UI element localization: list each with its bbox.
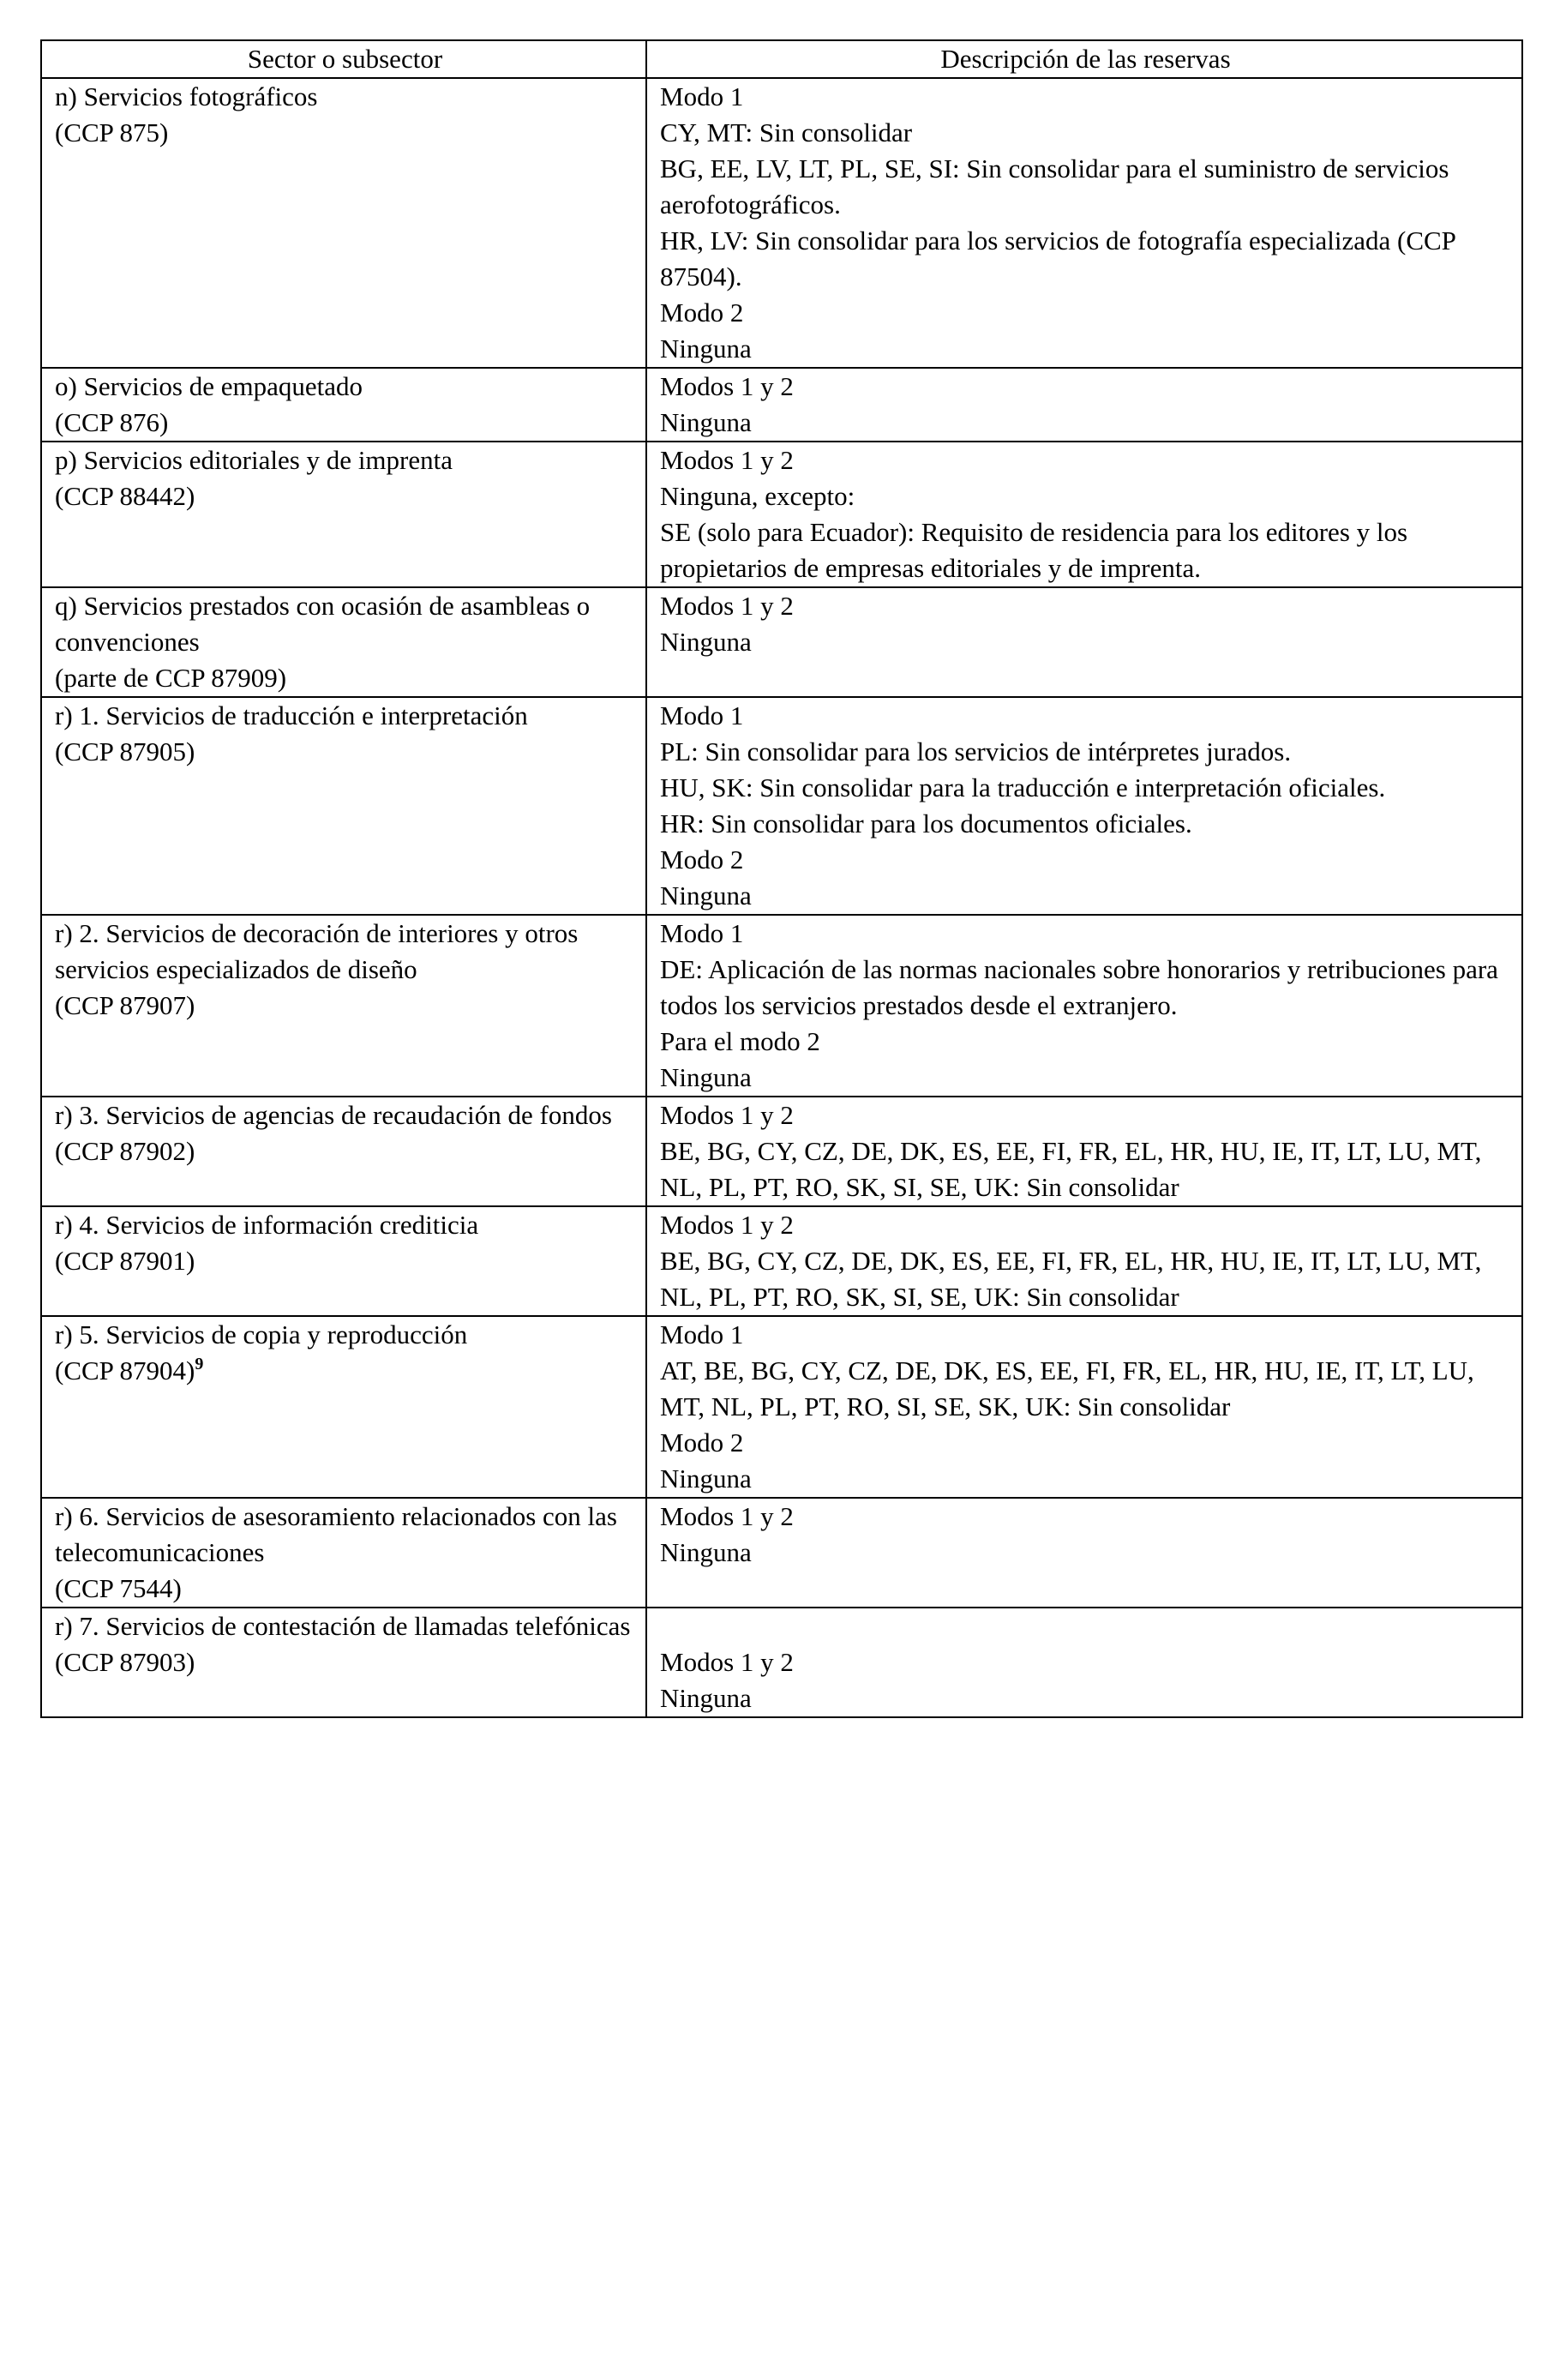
reservas-cell xyxy=(646,1097,1522,1206)
reserva-line: PL: Sin consolidar para los servicios de intérpretes jurados. xyxy=(660,736,1292,766)
sector-text: r) 2. Servicios de decoración de interiores y otros servicios especializados de diseño xyxy=(55,918,579,984)
sector-text: (CCP 87905) xyxy=(55,736,195,766)
reserva-line: Modo 2 xyxy=(660,1427,744,1457)
sector-line xyxy=(55,1644,635,1680)
reserva-line: BG, EE, LV, LT, PL, SE, SI: Sin consolidar para el suministro de servicios aerofotográficos. xyxy=(660,153,1449,219)
sector-text: q) Servicios prestados con ocasión de asambleas o convenciones xyxy=(55,591,591,657)
reservas-cell xyxy=(646,1608,1522,1717)
reserva-line: Modos 1 y 2 xyxy=(660,591,794,621)
header-sector: Sector o subsector xyxy=(41,40,646,78)
sector-line xyxy=(55,1207,635,1243)
sector-text: (CCP 88442) xyxy=(55,481,195,511)
sector-line xyxy=(55,916,635,988)
table-row xyxy=(41,587,1522,697)
reserva-line: DE: Aplicación de las normas nacionales sobre honorarios y retribuciones para todos los servicios prestados desde el extranjero. xyxy=(660,954,1498,1020)
sector-line xyxy=(55,405,635,441)
reserva-line: Ninguna xyxy=(660,407,752,437)
sector-cell xyxy=(41,442,646,587)
reserva-line: BE, BG, CY, CZ, DE, DK, ES, EE, FI, FR, EL, HR, HU, IE, IT, LT, LU, MT, NL, PL, PT, RO, SK, SI, SE, UK: Sin consolidar xyxy=(660,1136,1482,1202)
sector-line xyxy=(55,734,635,770)
sector-text: (CCP 87902) xyxy=(55,1136,195,1166)
reservas-cell xyxy=(646,587,1522,697)
sector-cell xyxy=(41,1498,646,1608)
sector-cell xyxy=(41,1316,646,1498)
sector-cell xyxy=(41,368,646,442)
sector-cell xyxy=(41,697,646,915)
reserva-line: HR: Sin consolidar para los documentos oficiales. xyxy=(660,808,1192,838)
sector-text: r) 6. Servicios de asesoramiento relacionados con las telecomunicaciones xyxy=(55,1501,617,1567)
sector-line xyxy=(55,369,635,405)
table-row xyxy=(41,442,1522,587)
sector-line xyxy=(55,442,635,478)
reserva-line: Ninguna, excepto: xyxy=(660,481,855,511)
sector-line xyxy=(55,478,635,514)
reservas-cell xyxy=(646,697,1522,915)
reservas-cell xyxy=(646,915,1522,1097)
table-row xyxy=(41,78,1522,368)
sector-line xyxy=(55,988,635,1024)
sector-line xyxy=(55,1353,635,1389)
reserva-line: HR, LV: Sin consolidar para los servicios de fotografía especializada (CCP 87504). xyxy=(660,225,1455,291)
sector-text: r) 3. Servicios de agencias de recaudación de fondos xyxy=(55,1100,612,1130)
sector-line xyxy=(55,115,635,151)
reserva-line: Modo 2 xyxy=(660,298,744,328)
reserva-line: Modo 2 xyxy=(660,844,744,874)
sector-text: (parte de CCP 87909) xyxy=(55,663,287,693)
reservas-cell xyxy=(646,368,1522,442)
reserva-line: Modos 1 y 2 xyxy=(660,1100,794,1130)
sector-line xyxy=(55,79,635,115)
reserva-line: Modo 1 xyxy=(660,1319,744,1349)
reserva-line: Modos 1 y 2 xyxy=(660,445,794,475)
reserva-line: Modos 1 y 2 xyxy=(660,371,794,401)
sector-cell xyxy=(41,587,646,697)
reserva-line: Ninguna xyxy=(660,1683,752,1713)
sector-text: (CCP 87907) xyxy=(55,990,195,1020)
table-row xyxy=(41,915,1522,1097)
reserva-line: Ninguna xyxy=(660,880,752,911)
sector-text: (CCP 876) xyxy=(55,407,169,437)
sector-text: o) Servicios de empaquetado xyxy=(55,371,363,401)
table-row xyxy=(41,1608,1522,1717)
sector-cell xyxy=(41,1097,646,1206)
reservas-cell xyxy=(646,1498,1522,1608)
sector-text: (CCP 875) xyxy=(55,117,169,147)
sector-line xyxy=(55,660,635,696)
reserva-line: Modos 1 y 2 xyxy=(660,1501,794,1531)
sector-cell xyxy=(41,1608,646,1717)
reserva-line: Modo 1 xyxy=(660,700,744,730)
reserva-line: Ninguna xyxy=(660,1463,752,1494)
reserva-line: Modos 1 y 2 xyxy=(660,1210,794,1240)
reservas-cell xyxy=(646,78,1522,368)
reservas-cell xyxy=(646,442,1522,587)
table-header-row xyxy=(41,40,1522,78)
reserva-line: Ninguna xyxy=(660,1537,752,1567)
sector-text: (CCP 87903) xyxy=(55,1647,195,1677)
sector-text: r) 4. Servicios de información crediticia xyxy=(55,1210,479,1240)
sector-line xyxy=(55,1133,635,1169)
reserva-line: SE (solo para Ecuador): Requisito de residencia para los editores y los propietarios de empresas editoriales y de imprenta. xyxy=(660,517,1408,583)
sector-text: (CCP 7544) xyxy=(55,1573,182,1603)
sector-line xyxy=(55,1243,635,1279)
reserva-line: Modo 1 xyxy=(660,918,744,948)
sector-line xyxy=(55,1317,635,1353)
reserva-line: HU, SK: Sin consolidar para la traducción e interpretación oficiales. xyxy=(660,772,1386,802)
sector-line xyxy=(55,1608,635,1644)
reservas-cell xyxy=(646,1316,1522,1498)
sector-text: p) Servicios editoriales y de imprenta xyxy=(55,445,453,475)
sector-line xyxy=(55,588,635,660)
table-row xyxy=(41,697,1522,915)
sector-line xyxy=(55,1571,635,1607)
sector-text: n) Servicios fotográficos xyxy=(55,81,318,111)
table-row xyxy=(41,1206,1522,1316)
sector-line xyxy=(55,1097,635,1133)
footnote-marker: 9 xyxy=(195,1355,204,1373)
reserva-line: CY, MT: Sin consolidar xyxy=(660,117,913,147)
sector-text: r) 1. Servicios de traducción e interpretación xyxy=(55,700,528,730)
sector-cell xyxy=(41,915,646,1097)
reservas-cell xyxy=(646,1206,1522,1316)
sector-cell xyxy=(41,78,646,368)
reserva-line: AT, BE, BG, CY, CZ, DE, DK, ES, EE, FI, FR, EL, HR, HU, IE, IT, LT, LU, MT, NL, PL, PT, RO, SI, SE, SK, UK: Sin consolidar xyxy=(660,1355,1474,1421)
header-descripcion: Descripción de las reservas xyxy=(646,40,1522,78)
reserva-line: Ninguna xyxy=(660,334,752,364)
table-row xyxy=(41,1498,1522,1608)
reservations-table xyxy=(40,39,1523,1718)
sector-line xyxy=(55,698,635,734)
table-row xyxy=(41,368,1522,442)
reserva-line xyxy=(660,1608,1511,1644)
table-row xyxy=(41,1097,1522,1206)
reserva-line: Modo 1 xyxy=(660,81,744,111)
sector-text: (CCP 87901) xyxy=(55,1246,195,1276)
sector-text: (CCP 87904) xyxy=(55,1355,195,1385)
sector-text: r) 7. Servicios de contestación de llamadas telefónicas xyxy=(55,1611,631,1641)
reserva-line: Ninguna xyxy=(660,1062,752,1092)
reserva-line: Modos 1 y 2 xyxy=(660,1647,794,1677)
reserva-line: Ninguna xyxy=(660,627,752,657)
table-row xyxy=(41,1316,1522,1498)
sector-line xyxy=(55,1499,635,1571)
sector-text: r) 5. Servicios de copia y reproducción xyxy=(55,1319,468,1349)
reserva-line: BE, BG, CY, CZ, DE, DK, ES, EE, FI, FR, EL, HR, HU, IE, IT, LT, LU, MT, NL, PL, PT, RO, SK, SI, SE, UK: Sin consolidar xyxy=(660,1246,1482,1312)
table-body xyxy=(41,78,1522,1717)
reserva-line: Para el modo 2 xyxy=(660,1026,820,1056)
sector-cell xyxy=(41,1206,646,1316)
